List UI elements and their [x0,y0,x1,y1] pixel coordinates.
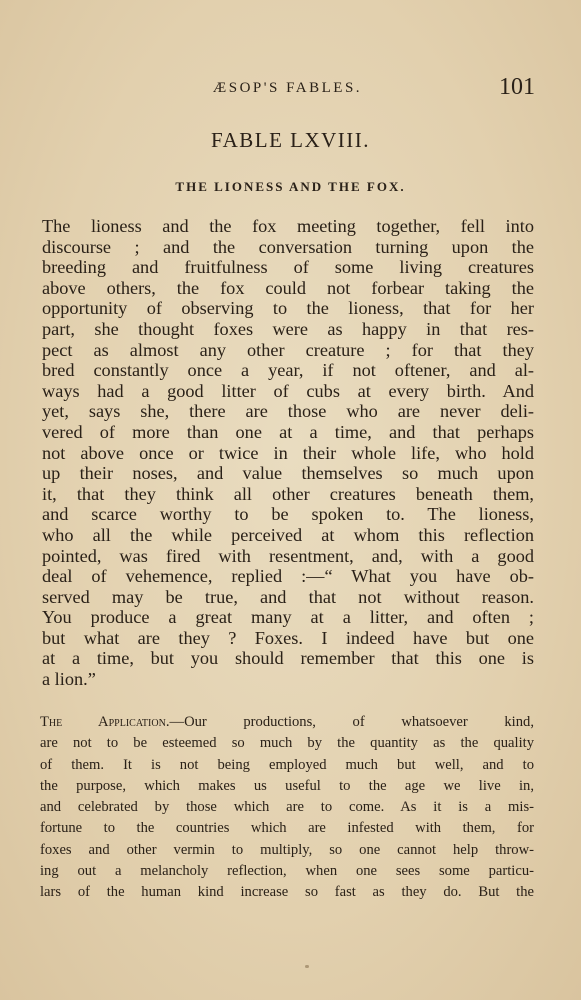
fable-line: part, she thought foxes were as happy in that res- [42,318,534,339]
fable-line: discourse ; and the conversation turning upon the [42,236,534,257]
fable-line: and scarce worthy to be spoken to. The lioness, [42,504,534,525]
fable-number: FABLE LXVIII. [210,128,371,152]
application-line: ing out a melancholy reflection, when one sees some particu- [40,863,534,880]
fable-line: You produce a great many at a litter, and often ; [42,607,534,628]
application-section [40,712,534,904]
fable-line: vered of more than one at a time, and that perhaps [42,421,534,442]
fable-line: it, that they think all other creatures beneath them, [42,483,534,504]
fable-line: served may be true, and that not without reason. [42,586,534,607]
application-line: lars of the human kind increase so fast as they do. But the [40,884,534,901]
fable-line: not above once or twice in their whole life, who hold [42,442,534,463]
application-line: fortune to the countries which are infested with them, for [40,820,534,837]
fable-line: who all the while perceived at whom this reflection [42,524,534,545]
fable-line: breeding and fruitfulness of some living creatures [42,257,534,278]
application-line: and celebrated by those which are to come. As it is a mis- [40,799,534,816]
fable-line: a lion.” [42,669,96,690]
application-line: of them. It is not being employed much but well, and to [40,756,534,773]
fable-line: but what are they ? Foxes. I indeed have but one [42,627,534,648]
fable-line: up their noses, and value themselves so much upon [42,463,534,484]
fable-line: at a time, but you should remember that this one is [42,648,534,669]
fable-line: opportunity of observing to the lioness, that for her [42,298,534,319]
fable-line: ways had a good litter of cubs at every birth. And [42,380,534,401]
application-line: foxes and other vermin to multiply, so one cannot help throw- [40,841,534,858]
fable-line: deal of vehemence, replied :—“ What you have ob- [42,566,534,587]
application-line: the purpose, which makes us useful to the age we live in, [40,777,534,794]
fable-line: above others, the fox could not forbear taking the [42,277,534,298]
fable-body [42,216,534,690]
fable-title: THE LIONESS AND THE FOX. [175,179,406,194]
page-number: 101 [499,74,535,100]
fable-line: yet, says she, there are those who are never deli- [42,401,534,422]
running-head [40,74,535,104]
application-heading: The Application. [40,714,170,730]
running-title: ÆSOP'S FABLES. [212,80,363,96]
fable-line: bred constantly once a year, if not oftener, and al- [42,360,534,381]
fable-line: pect as almost any other creature ; for that they [42,339,534,360]
application-line: The Application.—Our productions, of whatsoever kind, [40,714,534,730]
fable-line: The lioness and the fox meeting together, fell into [42,216,534,236]
fable-line: pointed, was fired with resentment, and, with a good [42,545,534,566]
paper-speck [305,965,309,968]
application-line: are not to be esteemed so much by the quantity as the quality [40,735,534,752]
